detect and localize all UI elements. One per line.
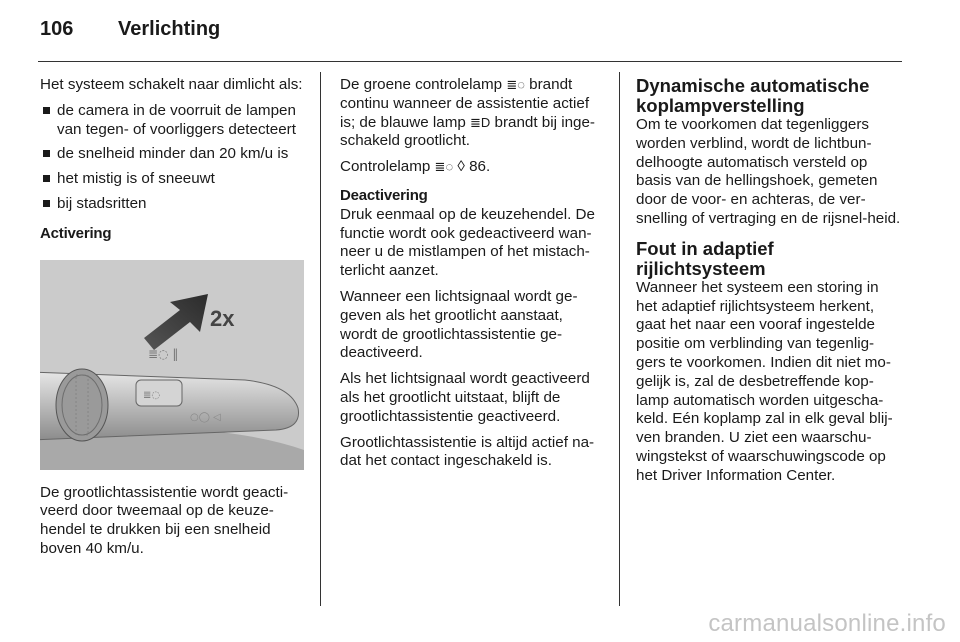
high-beam-icon: ≣D <box>470 114 491 130</box>
page-title: Verlichting <box>118 18 221 40</box>
page-number: 106 <box>40 18 74 40</box>
lever-drawing <box>40 260 304 470</box>
list-item: het mistig is of sneeuwt <box>40 170 304 189</box>
page-header <box>40 18 220 50</box>
watermark: carmanualsonline.info <box>708 610 946 637</box>
flash-signal-active-paragraph: Als het lichtsignaal wordt geactiveerd als het grootlicht uitstaat, blijft de grootlichtassistentie geactiveerd. <box>340 370 590 425</box>
intro-text: Het systeem schakelt naar dimlicht als: <box>40 76 303 93</box>
activation-caption: De grootlichtassistentie wordt geacti-veerd door tweemaal op de keuze-hendel te drukken bij een snelheid boven 40 km/u. <box>40 483 289 557</box>
svg-text:○◯ ◁: ○◯ ◁ <box>190 411 221 423</box>
activering-heading: Activering <box>40 224 112 242</box>
column-1 <box>40 76 304 566</box>
dynamic-leveling-paragraph: Om te voorkomen dat tegenliggers worden verblind, wordt de lichtbun-delhoogte automatisch versteld op basis van de hellingshoek, gemeten door de voor- en achteras, de ver-snelling of vertraging en de rijsnel-heid. <box>636 116 901 227</box>
section-heading-adaptive-fault: Fout in adaptief rijlichtsysteem <box>636 237 774 279</box>
section-heading-dynamic-leveling: Dynamische automatische koplampverstelling <box>636 75 870 116</box>
flash-signal-paragraph: Wanneer een lichtsignaal wordt ge-geven als het grootlicht aanstaat, wordt de grootlichtassistentie ge-deactiveerd. <box>340 287 578 362</box>
deactivation-paragraph: Druk eenmaal op de keuzehendel. De functie wordt ook gedeactiveerd wan-neer u de mistlampen of het mistach-terlicht aanzet. <box>340 205 595 280</box>
column-divider <box>619 72 620 606</box>
header-rule <box>38 61 902 62</box>
list-item: de snelheid minder dan 20 km/u is <box>40 145 304 164</box>
page-reference: ◊ 86. <box>453 158 491 176</box>
svg-text:≣◌ ‖: ≣◌ ‖ <box>148 346 179 361</box>
list-item: bij stadsritten <box>40 195 304 214</box>
svg-text:≣◌: ≣◌ <box>143 389 161 401</box>
column-2 <box>340 76 602 478</box>
adaptive-fault-paragraph: Wanneer het systeem een storing in het adaptief rijlichtsysteem herkent, gaat het naar een vooraf ingestelde positie om verblinding van tegenlig-gers te voorkomen. Indien dit niet mo-gelijk is, zal de desbetreffende kop-lamp automatisch worden uitgescha-keld. Eén koplamp zal in elk geval blij-ven branden. U ziet een waarschu-wingstekst of waarschuwingscode op het Driver Information Center. <box>636 278 893 484</box>
column-divider <box>320 72 321 606</box>
condition-list <box>40 102 304 214</box>
always-active-paragraph: Grootlichtassistentie is altijd actief na-dat het contact ingeschakeld is. <box>340 433 595 470</box>
deactivering-heading: Deactivering <box>340 186 428 204</box>
control-lamp-paragraph: De groene controlelamp ≣◌ brandt continu wanneer de assistentie actief is; de blauwe lamp ≣D brandt bij inge-schakeld grootlicht. <box>340 76 595 150</box>
turn-signal-lever-illustration <box>40 260 304 470</box>
high-beam-assist-icon: ≣◌ <box>434 159 454 175</box>
list-item: de camera in de voorruit de lampen van tegen- of voorliggers detecteert <box>40 102 304 140</box>
high-beam-assist-icon: ≣◌ <box>506 77 525 92</box>
column-3 <box>636 76 902 493</box>
press-twice-label: 2x <box>210 305 235 331</box>
control-lamp-reference: Controlelamp ≣◌ ◊ 86. <box>340 158 491 176</box>
